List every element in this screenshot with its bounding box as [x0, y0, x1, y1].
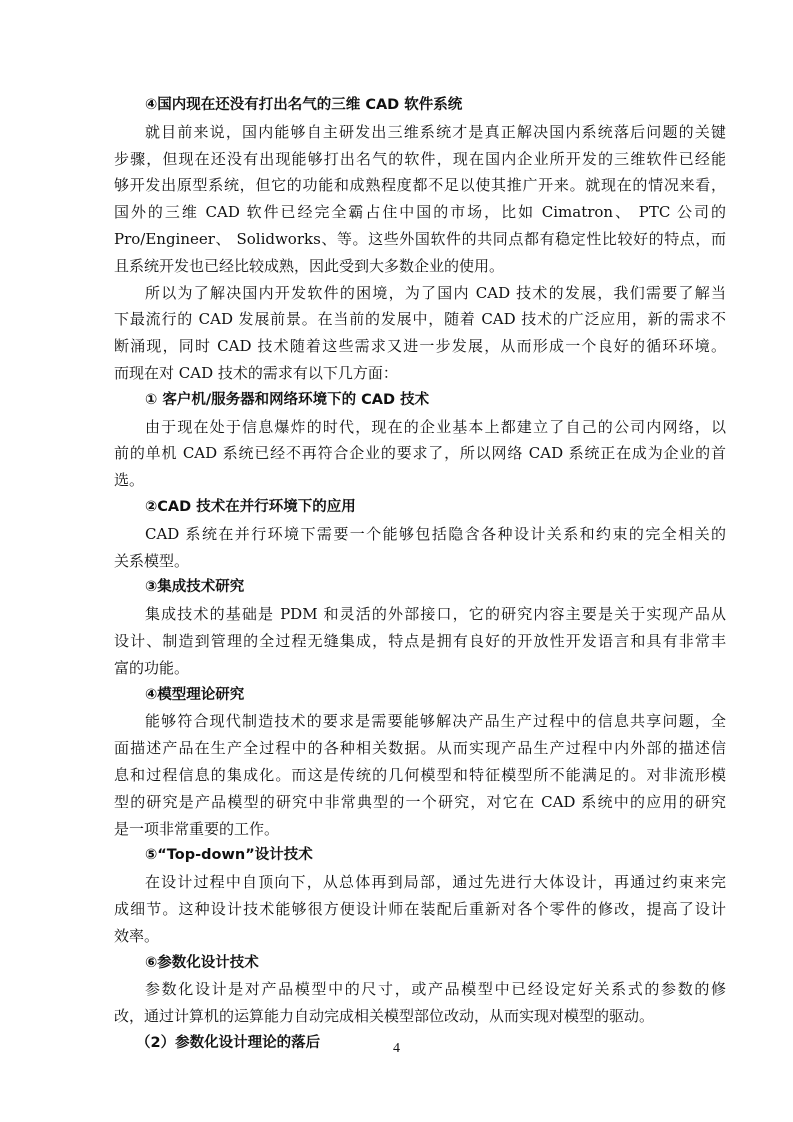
text-line: 且系统开发也已经比较成熟，因此受到大多数企业的使用。 — [114, 256, 505, 275]
text-line: 在设计过程中自顶向下，从总体再到局部，通过先进行大体设计，再通过约束来完 — [145, 873, 726, 892]
text-line: 就目前来说，国内能够自主研发出三维系统才是真正解决国内系统落后问题的关键 — [145, 122, 726, 141]
text-line: Pro/Engineer、 Solidworks、等。这些外国软件的共同点都有稳定性比较好的特点，而 — [114, 229, 726, 248]
section-heading: ⑤“Top-down”设计技术 — [145, 847, 313, 864]
text-line: 够开发出原型系统，但它的功能和成熟程度都不足以使其推广开来。就现在的情况来看， — [114, 176, 726, 195]
section-heading: ① 客户机/服务器和网络环境下的 CAD 技术 — [145, 391, 430, 408]
text-line: 能够符合现代制造技术的要求是需要能够解决产品生产过程中的信息共享问题，全 — [145, 712, 726, 731]
text-line: 成细节。这种设计技术能够很方便设计师在装配后重新对各个零件的修改，提高了设计 — [114, 899, 726, 918]
section-heading: ⑥参数化设计技术 — [145, 954, 259, 971]
text-line: 改，通过计算机的运算能力自动完成相关模型部位改动，从而实现对模型的驱动。 — [114, 1007, 655, 1026]
text-line: CAD 系统在并行环境下需要一个能够包括隐含各种设计关系和约束的完全相关的 — [145, 524, 726, 543]
text-line: 选。 — [114, 471, 145, 490]
page-number: 4 — [393, 1041, 400, 1056]
text-line: 面描述产品在生产全过程中的各种相关数据。从而实现产品生产过程中内外部的描述信 — [114, 739, 726, 758]
section-heading: ②CAD 技术在并行环境下的应用 — [145, 498, 356, 515]
text-line: 断涌现，同时 CAD 技术随着这些需求又进一步发展，从而形成一个良好的循环环境。 — [114, 337, 726, 356]
text-line: 富的功能。 — [114, 658, 190, 677]
text-line: 下最流行的 CAD 发展前景。在当前的发展中，随着 CAD 技术的广泛应用，新的需求不 — [114, 310, 726, 329]
section-heading: （2）参数化设计理论的落后 — [136, 1034, 321, 1051]
text-line: 型的研究是产品模型的研究中非常典型的一个研究，对它在 CAD 系统中的应用的研究 — [114, 792, 726, 811]
text-line: 息和过程信息的集成化。而这是传统的几何模型和特征模型所不能满足的。对非流形模 — [114, 765, 726, 784]
document-body — [114, 92, 726, 1057]
text-line: 参数化设计是对产品模型中的尺寸，或产品模型中已经设定好关系式的参数的修 — [145, 980, 726, 999]
section-heading: ③集成技术研究 — [145, 579, 245, 596]
section-heading: ④国内现在还没有打出名气的三维 CAD 软件系统 — [145, 97, 463, 113]
text-line: 是一项非常重要的工作。 — [114, 819, 280, 838]
text-line: 由于现在处于信息爆炸的时代，现在的企业基本上都建立了自己的公司内网络，以 — [145, 417, 726, 436]
text-line: 前的单机 CAD 系统已经不再符合企业的要求了，所以网络 CAD 系统正在成为企业的首 — [114, 444, 726, 463]
text-line: 设计、制造到管理的全过程无缝集成，特点是拥有良好的开放性开发语言和具有非常丰 — [114, 631, 726, 650]
text-line: 关系模型。 — [114, 551, 190, 570]
text-line: 效率。 — [114, 926, 160, 945]
text-line: 国外的三维 CAD 软件已经完全霸占住中国的市场，比如 Cimatron、 PTC 公司的 — [114, 203, 726, 222]
text-line: 集成技术的基础是 PDM 和灵活的外部接口，它的研究内容主要是关于实现产品从 — [145, 605, 726, 624]
section-heading: ④模型理论研究 — [145, 686, 245, 703]
text-line: 所以为了解决国内开发软件的困境，为了国内 CAD 技术的发展，我们需要了解当 — [145, 283, 726, 302]
text-line: 而现在对 CAD 技术的需求有以下几方面： — [114, 363, 398, 382]
text-line: 步骤，但现在还没有出现能够打出名气的软件，现在国内企业所开发的三维软件已经能 — [114, 149, 726, 168]
